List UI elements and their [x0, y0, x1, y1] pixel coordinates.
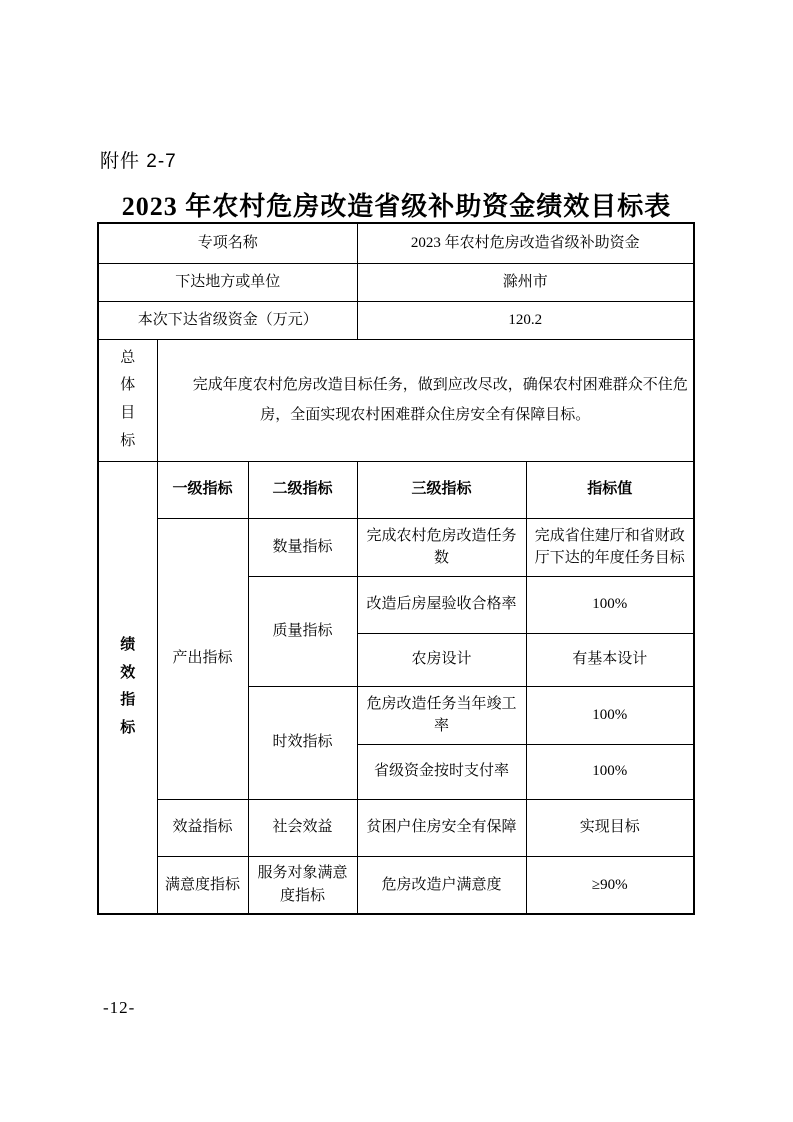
- level3-payment-rate: 省级资金按时支付率: [357, 744, 526, 799]
- indicator-row-benefit: [98, 799, 694, 856]
- performance-label-cell: [98, 461, 157, 914]
- page-number: -12-: [103, 998, 136, 1017]
- info-row-recipient: [98, 263, 694, 301]
- level3-acceptance-rate: 改造后房屋验收合格率: [357, 576, 526, 633]
- level1-benefit-cell: 效益指标: [157, 799, 248, 856]
- attachment-label: 附件 2-7: [100, 151, 177, 172]
- indicator-row-quantity: [98, 518, 694, 576]
- level2-quantity-cell: 数量指标: [248, 518, 357, 576]
- value-completion-rate: 100%: [526, 686, 694, 744]
- level1-satisfaction-cell: 满意度指标: [157, 856, 248, 914]
- header-value: 指标值: [526, 461, 694, 518]
- overall-goal-text-cell: [157, 339, 694, 461]
- level3-task-count: 完成农村危房改造任务数: [357, 518, 526, 576]
- overall-goal-text: 完成年度农村危房改造目标任务，做到应改尽改，确保农村困难群众不住危房，全面实现农村困难群众住房安全有保障目标。: [192, 377, 688, 423]
- value-housing-safety: 实现目标: [526, 799, 694, 856]
- level3-house-design: 农房设计: [357, 633, 526, 686]
- info-row-fund-amount: [98, 301, 694, 339]
- header-level1: 一级指标: [157, 461, 248, 518]
- overall-goal-label-cell: [98, 339, 157, 461]
- value-task-count: 完成省住建厅和省财政厅下达的年度任务目标: [526, 518, 694, 576]
- indicator-header-row: [98, 461, 694, 518]
- header-level3: 三级指标: [357, 461, 526, 518]
- level2-service-cell: 服务对象满意度指标: [248, 856, 357, 914]
- value-acceptance-rate: 100%: [526, 576, 694, 633]
- level3-household-satisfaction: 危房改造户满意度: [357, 856, 526, 914]
- performance-target-table: [97, 222, 695, 915]
- performance-label: 绩效指标: [120, 636, 136, 736]
- info-label-project-name: 专项名称: [98, 223, 357, 263]
- indicator-row-satisfaction: [98, 856, 694, 914]
- info-label-fund-amount: 本次下达省级资金（万元）: [98, 301, 357, 339]
- info-label-recipient: 下达地方或单位: [98, 263, 357, 301]
- level3-completion-rate: 危房改造任务当年竣工率: [357, 686, 526, 744]
- level2-quality-cell: 质量指标: [248, 576, 357, 686]
- value-household-satisfaction: ≥90%: [526, 856, 694, 914]
- header-level2: 二级指标: [248, 461, 357, 518]
- level1-output-cell: 产出指标: [157, 518, 248, 799]
- overall-goal-row: [98, 339, 694, 461]
- level2-social-cell: 社会效益: [248, 799, 357, 856]
- page-title: 2023 年农村危房改造省级补助资金绩效目标表: [121, 192, 672, 221]
- level2-timeliness-cell: 时效指标: [248, 686, 357, 799]
- info-row-project-name: [98, 223, 694, 263]
- value-payment-rate: 100%: [526, 744, 694, 799]
- value-house-design: 有基本设计: [526, 633, 694, 686]
- info-value-project-name: 2023 年农村危房改造省级补助资金: [357, 223, 694, 263]
- overall-goal-label: 总体目标: [120, 349, 136, 449]
- info-value-fund-amount: 120.2: [357, 301, 694, 339]
- info-value-recipient: 滁州市: [357, 263, 694, 301]
- level3-housing-safety: 贫困户住房安全有保障: [357, 799, 526, 856]
